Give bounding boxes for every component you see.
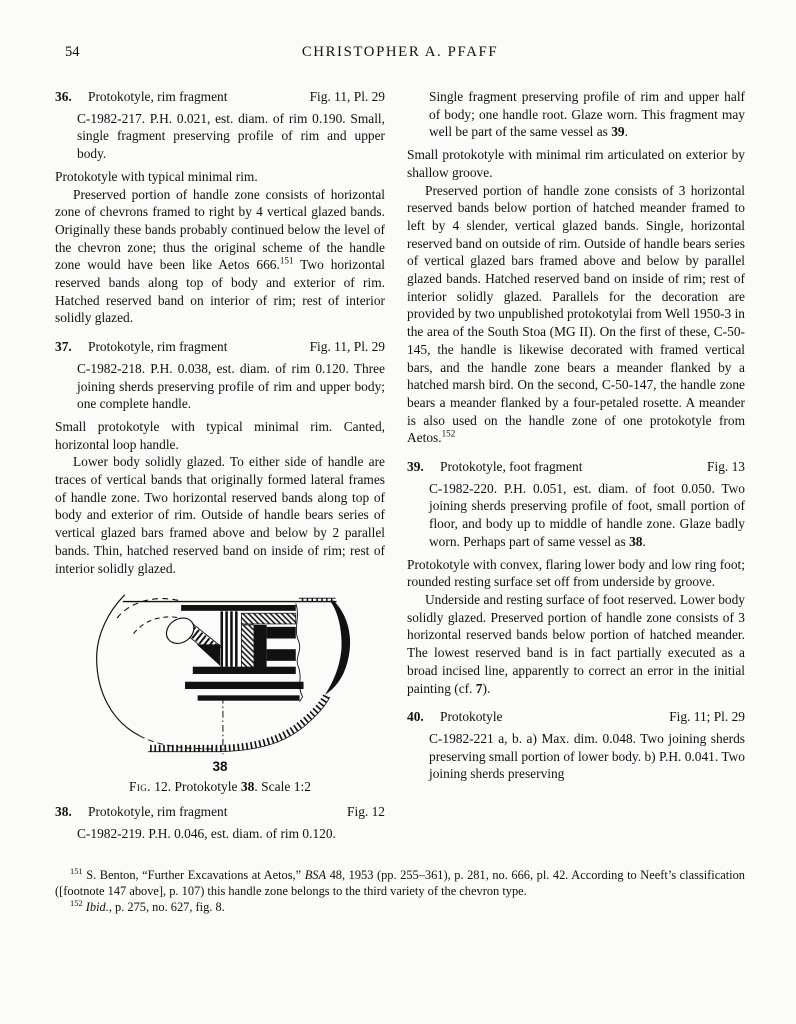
- entry-36-para-2-cont: Two horizontal reserved bands along top of body and exterior of rim. Hatched reserved band on interior of rim; rest of interior solidly glazed.: [55, 257, 385, 326]
- catalog-entry-38-continued: [407, 88, 745, 447]
- entry-40-catalog: C-1982-221 a, b. a) Max. dim. 0.048. Two joining sherds preserving small portion of lower body. b) P.H. 0.041. Two joining sherds preserving: [429, 730, 745, 782]
- entry-38-vessel-ref: 39: [611, 124, 625, 140]
- panel-bottom-band: [193, 667, 296, 674]
- meander-hatch-top: [241, 614, 295, 625]
- figure-caption-scale: . Scale 1:2: [254, 779, 312, 795]
- figure-caption: [55, 779, 385, 795]
- entry-36-para-1: Protokotyle with typical minimal rim.: [55, 168, 258, 184]
- figure-item-number: 38: [212, 759, 228, 775]
- footnotes-section: [55, 867, 745, 916]
- entry-39-para-2-text: Underside and resting surface of foot reserved. Lower body solidly glazed. Preserved portion of handle zone consists of 3 horizontal reserved bands below portion of hatched meander. The lowest reserved band is in fact partially executed as a broad incised line, apparently to correct an error in the initial painting (cf.: [407, 591, 745, 696]
- figure-caption-number: 38: [240, 779, 255, 795]
- entry-number: 40.: [407, 709, 424, 725]
- footnote-151-text-cont: 48, 1953 (pp. 255–361), p. 281, no. 666, pl. 42. According to Neeft’s classification ([footnote 147 above], p. 107) this handle zone belongs to the third variety of the chevron type.: [55, 867, 746, 898]
- entry-38-para-2-text: Preserved portion of handle zone consists of 3 horizontal reserved bands below portion of hatched meander framed to left by 4 slender, vertical glazed bands. Single, horizontal reserved band on outside of rim. Outside of handle bears series of vertical glazed bars framed above and below by parallel glazed bands. Hatched reserved band on inside of rim; rest of interior solidly glazed. Parallels for the decoration are provided by two unpublished protokotylai from Well 1950-3 in the area of the South Stoa (MG II). On the first of these, C-50-145, the handle is likewise decorated with framed vertical bars, and the handle zone bears a meander flanked by a hatched marsh bird. On the second, C-50-147, the handle zone bears a meander flanked by a four-petaled rosette. A meander is also used on the handle zone of one protokotyle from Aetos.: [407, 182, 745, 446]
- catalog-entry-38: [55, 803, 385, 842]
- entry-36-catalog: C-1982-217. P.H. 0.021, est. diam. of rim 0.190. Small, single fragment preserving profile of rim and upper body.: [77, 110, 385, 162]
- panel-top-band: [181, 605, 296, 611]
- glazed-band-2: [185, 682, 304, 689]
- footnote-ref-152: 152: [441, 428, 456, 439]
- catalog-entry-36: [55, 88, 385, 327]
- entry-number: 38.: [55, 804, 72, 820]
- entry-37-para-1: Small protokotyle with typical minimal rim. Canted, horizontal loop handle.: [55, 418, 385, 452]
- entry-36-para-2-text: Preserved portion of handle zone consists of horizontal zone of chevrons framed to right by 4 vertical glazed bands. Originally these bands probably continued below the level of the chevron zone; thus the original scheme of the handle zone would have been like Aetos 666.: [55, 186, 385, 273]
- entry-38-catalog-end: .: [624, 124, 628, 140]
- footnote-152-text: , p. 275, no. 627, fig. 8.: [108, 900, 225, 915]
- right-column: [407, 88, 745, 794]
- entry-36-heading: [55, 88, 385, 106]
- entry-38-catalog-continued: [429, 88, 745, 141]
- left-column: [55, 88, 385, 854]
- running-head: CHRISTOPHER A. PFAFF: [301, 44, 499, 60]
- figure-caption-fig: Fig.: [128, 779, 151, 795]
- catalog-entry-40: [407, 708, 745, 783]
- entry-39-catalog: [429, 480, 745, 551]
- entry-39-para-1: Protokotyle with convex, flaring lower body and low ring foot; rounded resting surface set off from underside by groove.: [407, 556, 745, 590]
- entry-37-para-2: Lower body solidly glazed. To either side of handle are traces of vertical bands that originally formed lateral frames of handle zone. Two horizontal reserved bands along top of body and exterior of rim. Outside of handle bears series of vertical glazed bars framed above and below by 2 parallel bands. Thin, hatched reserved band on inside of rim; rest of interior solidly glazed.: [55, 454, 385, 576]
- entry-title: Protokotyle, rim fragment: [88, 339, 228, 355]
- meander-arm-top: [267, 627, 296, 639]
- glazed-band-3: [198, 696, 300, 701]
- catalog-entry-39: [407, 458, 745, 697]
- lower-edge-hatch-band: [150, 695, 327, 748]
- footnote-ref-151: 151: [279, 255, 294, 266]
- vertical-glazed-bands: [220, 612, 237, 667]
- figure-12: [55, 588, 385, 795]
- figure-caption-text: 12. Protokotyle: [150, 779, 241, 795]
- entry-figure-ref: Fig. 11, Pl. 29: [309, 339, 385, 355]
- entry-40-heading: [407, 708, 745, 726]
- entry-36-para-2: [55, 186, 385, 328]
- entry-title: Protokotyle, rim fragment: [88, 89, 228, 104]
- footnote-152: [55, 899, 745, 915]
- handle-root: [162, 613, 199, 649]
- entry-39-para-2-end: ).: [482, 680, 491, 696]
- entry-figure-ref: Fig. 13: [707, 459, 745, 475]
- entry-39-cf-ref: 7: [475, 680, 483, 696]
- entry-38-catalog-text: Single fragment preserving profile of rim and upper half of body; one handle root. Glaze worn. This fragment may well be part of the same vessel as: [429, 89, 745, 140]
- entry-title: Protokotyle, foot fragment: [440, 459, 583, 475]
- meander-hatch-left: [241, 625, 254, 669]
- entry-38-heading: [55, 803, 385, 821]
- two-column-body: [55, 88, 745, 854]
- entry-38-para-1: Small protokotyle with minimal rim articulated on exterior by shallow groove.: [407, 147, 745, 180]
- page-number: 54: [65, 44, 80, 60]
- entry-39-catalog-text: C-1982-220. P.H. 0.051, est. diam. of foot 0.050. Two joining sherds preserving profile of foot, small portion of floor, and body up to middle of handle zone. Glaze badly worn. Perhaps part of same vessel as: [429, 480, 745, 549]
- footnote-151: [55, 867, 745, 899]
- protokotyle-38-drawing: [84, 588, 356, 758]
- footnote-152-number: 152: [70, 897, 83, 908]
- footnote-151-number: 151: [70, 865, 83, 876]
- footnote-152-ibid: Ibid.: [85, 900, 109, 915]
- entry-37-heading: [55, 338, 385, 356]
- footnote-151-journal: BSA: [304, 867, 327, 882]
- entry-number: 37.: [55, 339, 72, 355]
- entry-figure-ref: Fig. 12: [347, 804, 385, 820]
- meander-spine: [254, 625, 267, 669]
- meander-arm-bottom: [267, 649, 296, 661]
- entry-39-catalog-end: .: [642, 533, 646, 549]
- entry-number: 36.: [55, 89, 72, 104]
- rim-tick-band: [303, 598, 332, 601]
- catalog-entry-37: [55, 338, 385, 577]
- entry-39-para-2: [407, 591, 745, 697]
- rim-profile-section: [325, 601, 350, 695]
- entry-39-heading: [407, 458, 745, 476]
- entry-38-para-2: [407, 182, 745, 448]
- entry-37-catalog: C-1982-218. P.H. 0.038, est. diam. of rim 0.120. Three joining sherds preserving profile of rim and upper body; one complete handle.: [77, 360, 385, 412]
- entry-39-vessel-ref: 38: [629, 533, 643, 549]
- entry-38-catalog-start: C-1982-219. P.H. 0.046, est. diam. of rim 0.120.: [77, 825, 336, 841]
- entry-title: Protokotyle: [440, 709, 503, 725]
- entry-title: Protokotyle, rim fragment: [88, 804, 228, 820]
- entry-figure-ref: Fig. 11; Pl. 29: [669, 709, 745, 725]
- entry-figure-ref: Fig. 11, Pl. 29: [309, 89, 385, 104]
- glaze-triangle: [197, 645, 220, 666]
- entry-number: 39.: [407, 459, 424, 475]
- footnote-151-text: S. Benton, “Further Excavations at Aetos,”: [82, 867, 305, 882]
- bowl-outline-left: [97, 595, 140, 736]
- page-header: [55, 44, 745, 64]
